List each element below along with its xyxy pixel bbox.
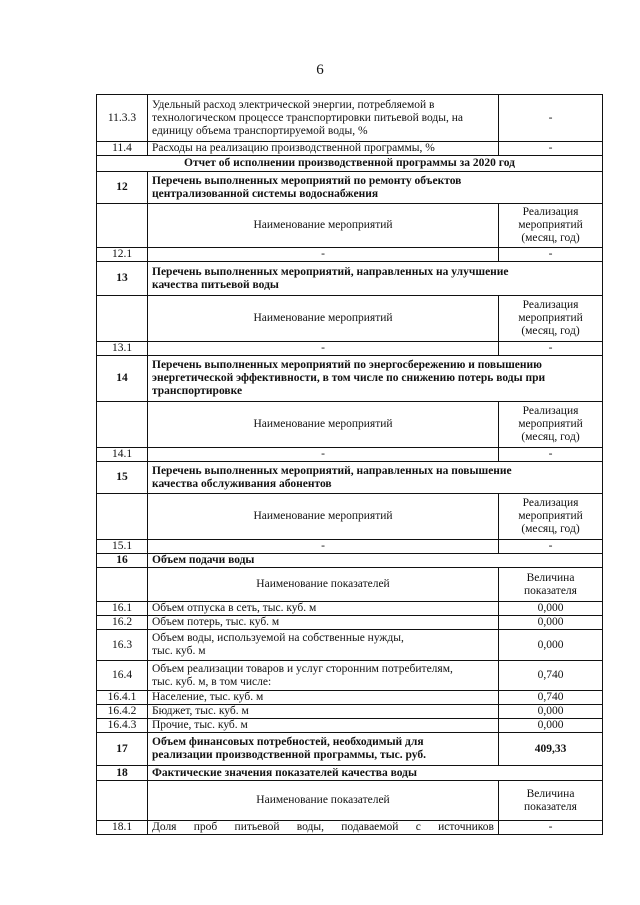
section-number: 15 <box>97 462 148 494</box>
row-number: 14.1 <box>97 448 148 462</box>
table-row <box>97 142 603 156</box>
table-row <box>97 719 603 733</box>
measures-impl-header: Реализация мероприятий (месяц, год) <box>499 296 603 342</box>
section-number: 12 <box>97 172 148 204</box>
row-value: 0,000 <box>499 705 603 719</box>
measures-impl-header: Реализация мероприятий (месяц, год) <box>499 204 603 248</box>
column-header-row <box>97 568 603 602</box>
row-value: 0,740 <box>499 691 603 705</box>
section-header-row <box>97 462 603 494</box>
row-text: Объем потерь, тыс. куб. м <box>148 616 499 630</box>
row-number: 16.4.2 <box>97 705 148 719</box>
section-header-row <box>97 172 603 204</box>
row-value: 0,000 <box>499 616 603 630</box>
row-number: 11.4 <box>97 142 148 156</box>
column-header-row <box>97 296 603 342</box>
table-row <box>97 540 603 554</box>
measures-impl-header: Реализация мероприятий (месяц, год) <box>499 402 603 448</box>
section-title: Фактические значения показателей качества воды <box>148 766 603 781</box>
row-text: - <box>148 448 499 462</box>
section-title-line: Объем финансовых потребностей, необходимый для <box>152 736 424 748</box>
section-title-line: Перечень выполненных мероприятий по ремонту объектов <box>152 174 462 187</box>
indicators-value-header: Величина показателя <box>499 568 603 602</box>
indicators-name-header: Наименование показателей <box>148 781 499 821</box>
measures-impl-header: Реализация мероприятий (месяц, год) <box>499 494 603 540</box>
row-number: 16.4.1 <box>97 691 148 705</box>
section-title-line: централизованной системы водоснабжения <box>152 187 379 200</box>
row-text: Объем отпуска в сеть, тыс. куб. м <box>148 602 499 616</box>
row-text: Прочие, тыс. куб. м <box>148 719 499 733</box>
row-value: - <box>499 142 603 156</box>
row-text: - <box>148 248 499 262</box>
section-title-line: реализации производственной программы, тыс. руб. <box>152 749 426 761</box>
row-number: 18.1 <box>97 821 148 835</box>
table-row <box>97 248 603 262</box>
row-value: 0,000 <box>499 602 603 616</box>
row-number: 15.1 <box>97 540 148 554</box>
row-value: - <box>499 821 603 835</box>
table-row <box>97 156 603 172</box>
section-title-line: качества обслуживания абонентов <box>152 477 332 490</box>
row-value: 0,000 <box>499 719 603 733</box>
page-number: 6 <box>316 62 324 78</box>
row-value: - <box>499 95 603 142</box>
row-number: 16.1 <box>97 602 148 616</box>
indicators-value-header: Величина показателя <box>499 781 603 821</box>
table-row <box>97 691 603 705</box>
row-value: - <box>499 540 603 554</box>
table-row <box>97 705 603 719</box>
section-title-line: транспортировке <box>152 385 243 397</box>
section-title-line: качества питьевой воды <box>152 278 279 291</box>
section-title <box>148 262 603 296</box>
row-text: Доля проб питьевой воды, подаваемой с источников <box>148 821 499 835</box>
row-value: - <box>499 342 603 356</box>
row-number: 11.3.3 <box>97 95 148 142</box>
row-number: 16.4.3 <box>97 719 148 733</box>
financial-needs-value: 409,33 <box>499 733 603 766</box>
measures-name-header: Наименование мероприятий <box>148 296 499 342</box>
section-number: 17 <box>97 733 148 766</box>
section-title-line: Перечень выполненных мероприятий по энергосбережению и повышению <box>152 359 542 371</box>
section-number: 16 <box>97 554 148 568</box>
section-header-row <box>97 262 603 296</box>
report-title: Отчет об исполнении производственной программы за 2020 год <box>97 156 603 172</box>
column-header-row <box>97 402 603 448</box>
section-title-line: Перечень выполненных мероприятий, направленных на улучшение <box>152 265 509 278</box>
table-row <box>97 95 603 142</box>
row-value: - <box>499 248 603 262</box>
column-header-row <box>97 781 603 821</box>
section-title-line: Перечень выполненных мероприятий, направленных на повышение <box>152 464 512 477</box>
table-row <box>97 821 603 835</box>
indicators-name-header: Наименование показателей <box>148 568 499 602</box>
row-text: Объем воды, используемой на собственные нужды, тыс. куб. м <box>148 630 499 661</box>
row-number: 16.2 <box>97 616 148 630</box>
section-title <box>148 733 499 766</box>
section-header-row <box>97 554 603 568</box>
measures-name-header: Наименование мероприятий <box>148 494 499 540</box>
section-header-row <box>97 356 603 402</box>
row-value: 0,000 <box>499 630 603 661</box>
row-text: Объем реализации товаров и услуг сторонним потребителям, тыс. куб. м, в том числе: <box>148 661 499 691</box>
section-header-row <box>97 733 603 766</box>
section-title <box>148 356 603 402</box>
row-text: Население, тыс. куб. м <box>148 691 499 705</box>
row-text: Бюджет, тыс. куб. м <box>148 705 499 719</box>
table-row <box>97 448 603 462</box>
row-number: 13.1 <box>97 342 148 356</box>
row-text: - <box>148 540 499 554</box>
column-header-row <box>97 494 603 540</box>
row-text: Расходы на реализацию производственной программы, % <box>148 142 499 156</box>
table-row <box>97 661 603 691</box>
section-title: Объем подачи воды <box>148 554 603 568</box>
row-number: 16.3 <box>97 630 148 661</box>
table-row <box>97 342 603 356</box>
row-value: - <box>499 448 603 462</box>
section-number: 14 <box>97 356 148 402</box>
row-number: 16.4 <box>97 661 148 691</box>
section-title <box>148 172 603 204</box>
measures-name-header: Наименование мероприятий <box>148 402 499 448</box>
table-row <box>97 616 603 630</box>
section-number: 18 <box>97 766 148 781</box>
row-value: 0,740 <box>499 661 603 691</box>
section-header-row <box>97 766 603 781</box>
measures-name-header: Наименование мероприятий <box>148 204 499 248</box>
section-title <box>148 462 603 494</box>
row-text: - <box>148 342 499 356</box>
column-header-row <box>97 204 603 248</box>
program-report-table <box>96 94 603 835</box>
table-row <box>97 630 603 661</box>
section-title-line: энергетической эффективности, в том числе по снижению потерь воды при <box>152 372 546 384</box>
table-row <box>97 602 603 616</box>
row-text: Удельный расход электрической энергии, потребляемой в технологическом процессе транспортировки питьевой воды, на единицу объема транспортируемой воды, % <box>148 95 499 142</box>
section-number: 13 <box>97 262 148 296</box>
row-number: 12.1 <box>97 248 148 262</box>
